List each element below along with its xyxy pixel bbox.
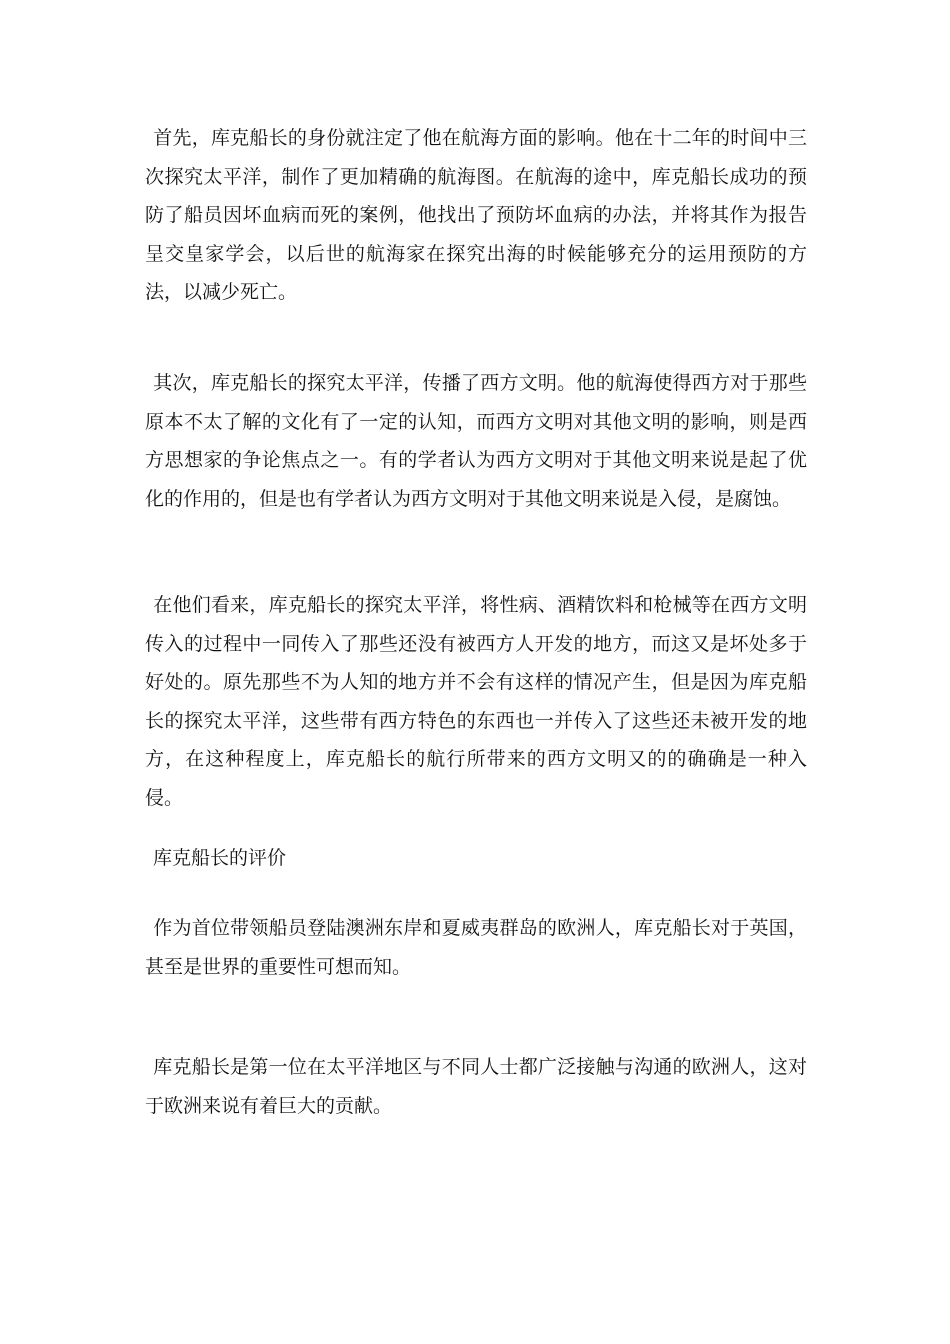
paragraph-navigation-influence: [145, 119, 807, 312]
paragraph-invasion-view: [145, 586, 807, 818]
paragraph-text: 其次，库克船长的探究太平洋，传播了西方文明。他的航海使得西方对于那些原本不太了解的文化有了一定的认知，而西方文明对其他文明的影响，则是西方思想家的争论焦点之一。有的学者认为西方文明对于其他文明来说是起了优化的作用的，但是也有学者认为西方文明对于其他文明来说是入侵，是腐蚀。: [145, 372, 807, 510]
section-heading-evaluation: [145, 839, 807, 878]
paragraph-text: 作为首位带领船员登陆澳洲东岸和夏威夷群岛的欧洲人，库克船长对于英国，甚至是世界的重要性可想而知。: [145, 917, 807, 978]
heading-text: 库克船长的评价: [153, 847, 287, 869]
paragraph-text: 库克船长是第一位在太平洋地区与不同人士都广泛接触与沟通的欧洲人，这对于欧洲来说有着巨大的贡献。: [145, 1056, 807, 1117]
paragraph-contribution: [145, 1048, 807, 1125]
paragraph-text: 首先，库克船长的身份就注定了他在航海方面的影响。他在十二年的时间中三次探究太平洋，制作了更加精确的航海图。在航海的途中，库克船长成功的预防了船员因坏血病而死的案例，他找出了预防坏血病的办法，并将其作为报告呈交皇家学会，以后世的航海家在探究出海的时候能够充分的运用预防的方法，以减少死亡。: [145, 127, 807, 304]
paragraph-western-civilization: [145, 364, 807, 518]
paragraph-text: 在他们看来，库克船长的探究太平洋，将性病、酒精饮料和枪械等在西方文明传入的过程中一同传入了那些还没有被西方人开发的地方，而这又是坏处多于好处的。原先那些不为人知的地方并不会有这样的情况产生，但是因为库克船长的探究太平洋，这些带有西方特色的东西也一并传入了这些还未被开发的地方，在这种程度上，库克船长的航行所带来的西方文明又的的确确是一种入侵。: [145, 594, 807, 809]
paragraph-importance: [145, 909, 807, 986]
